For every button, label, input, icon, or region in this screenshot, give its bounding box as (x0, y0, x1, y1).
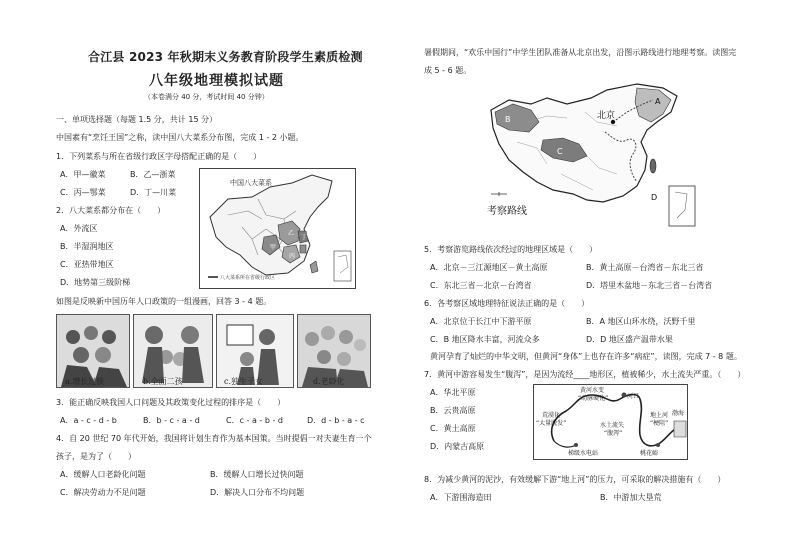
region-label-a: A (655, 97, 661, 106)
question-6-option-a[interactable]: A．北京位于长江中下游平原 (430, 317, 532, 326)
question-intro: 中国素有“烹饪王国”之称，读中国八大菜系分布图，完成 1 - 2 小题。 (56, 133, 304, 142)
cartoon-caption-d: d.老龄化 (313, 377, 345, 386)
diagram-label-cascade-dams: 梯级水电站 (568, 450, 599, 457)
question-1-option-b[interactable]: B．乙—浙菜 (130, 170, 176, 179)
region-label-d: D (651, 193, 658, 202)
exam-note: （本卷满分 40 分，考试时间 40 分钟） (144, 93, 269, 101)
cuisine-map (199, 168, 356, 289)
exam-title: 合江县 2023 年秋期末义务教育阶段学生素质检测 (88, 50, 363, 64)
question-3-stem: 3．能正确反映我国人口问题及其政策变化过程的排序是（ ） (56, 398, 286, 407)
question-intro-3-4: 如图是反映新中国历年人口政策的一组漫画，回答 3 - 4 题。 (56, 297, 272, 306)
question-8-option-a[interactable]: A．下游围海造田 (430, 493, 492, 502)
question-3-option-c[interactable]: C．c - a - b - d (226, 416, 283, 425)
question-6-option-b[interactable]: B．A 地区山环水绕，沃野千里 (586, 317, 696, 326)
question-1-option-d[interactable]: D．丁—川菜 (130, 188, 177, 197)
exam-subtitle: 八年级地理模拟试题 (149, 73, 284, 89)
question-6-option-c[interactable]: C．B 地区降水丰富，河流众多 (430, 335, 540, 344)
question-3-option-d[interactable]: D．d - b - a - c (307, 416, 365, 425)
question-4-stem-line1: 4．自 20 世纪 70 年代开始，我国将计划生育作为基本国策。当时提倡一对夫妻生育一个 (56, 434, 372, 443)
region-label-c: C (557, 147, 563, 156)
map-label-jia: 甲 (270, 244, 277, 251)
question-2-option-a[interactable]: A．外流区 (60, 224, 98, 233)
question-1-stem: 1．下列菜系与所在省级行政区字母搭配正确的是（ ） (56, 152, 262, 161)
question-1-option-a[interactable]: A．甲—徽菜 (60, 170, 106, 179)
question-2-option-c[interactable]: C．亚热带地区 (60, 260, 114, 269)
cartoon-caption-c: c.独生子女 (224, 377, 264, 386)
question-8-stem: 8．为减少黄河的泥沙，有效缓解下游“地上河”的压力，可采取的解决措施有（ ） (424, 475, 726, 484)
question-3-option-b[interactable]: B．b - c - a - d (143, 416, 200, 425)
diagram-label-diarrhea: “腹泻” (604, 430, 623, 437)
diagram-label-suspended-river: 地上河 (650, 412, 669, 419)
question-intro-7-8: 黄河孕育了灿烂的中华文明，但黄河“身体”上也存在许多“病症”，读图，完成 7 - 8 题。 (430, 352, 742, 361)
diagram-label-taohuayu: 桃花峪 (640, 450, 659, 457)
beijing-label: 北京 (597, 111, 616, 121)
diagram-label-obstruction: “梗阻” (650, 420, 669, 427)
question-4-option-b[interactable]: B．缓解人口增长过快问题 (210, 470, 304, 479)
question-7-option-b[interactable]: B．云贵高原 (430, 406, 476, 415)
question-7-stem: 7．黄河中游容易发生“腹泻”，是因为流经____地形区，植被稀少，水土流失严重。（ ） (424, 370, 746, 379)
diagram-label-hairloss: “大量脱发” (536, 420, 567, 427)
question-5-option-d[interactable]: D．塔里木盆地－东北三省－台湾省 (586, 281, 713, 290)
question-7-option-c[interactable]: C．黄土高原 (430, 424, 476, 433)
diagram-label-estuary: 河口 (627, 393, 640, 400)
map-label-yi: 乙 (288, 230, 295, 237)
section-heading: 一、单项选择题（每题 1.5 分，共计 15 分） (56, 115, 218, 124)
cartoon-caption-a: a.增长过快 (65, 377, 105, 386)
question-5-option-c[interactable]: C．东北三省－北京－台湾省 (430, 281, 532, 290)
yellow-river-diagram (533, 384, 688, 460)
question-5-option-a[interactable]: A．北京－三江源地区－黄土高原 (430, 263, 548, 272)
cartoon-caption-b: b.全面二孩 (143, 377, 183, 386)
question-1-option-c[interactable]: C．丙—鄂菜 (60, 188, 106, 197)
question-4-option-a[interactable]: A．缓解人口老龄化问题 (60, 470, 146, 479)
diagram-label-soil-erosion: 水土流失 (600, 422, 625, 429)
cuisine-map-legend: 八大菜系所在省级行政区 (220, 275, 276, 281)
question-4-option-c[interactable]: C．解决劳动力不足问题 (60, 488, 146, 497)
question-7-option-d[interactable]: D．内蒙古高原 (430, 442, 485, 451)
question-5-option-b[interactable]: B．黄土高原－台湾省－东北三省 (586, 263, 704, 272)
question-3-option-a[interactable]: A．a - c - d - b (60, 416, 117, 425)
question-5-stem: 5．考察游览路线依次经过的地理区域是（ ） (424, 245, 598, 254)
question-4-stem-line2: 孩子，是为了（ ） (56, 452, 136, 461)
question-7-option-a[interactable]: A．华北平原 (430, 388, 476, 397)
question-4-option-d[interactable]: D．解决人口分布不均问题 (210, 488, 305, 497)
question-2-option-d[interactable]: D．地势第三级阶梯 (60, 278, 131, 287)
cuisine-map-title: 中国八大菜系 (230, 179, 272, 187)
region-label-b: B (505, 115, 511, 124)
question-intro-5-6-line2: 成 5 - 6 题。 (424, 66, 472, 75)
diagram-label-bohai: 渤海 (672, 410, 685, 417)
diagram-label-artery: “动脉硬化” (578, 395, 609, 402)
question-intro-5-6-line1: 暑假期间，“欢乐中国行”中学生团队准备从北京出发，沿图示路线进行地理考察。读图完 (424, 48, 737, 57)
diagram-label-desertification: 荒漠化 (542, 412, 561, 419)
map-label-ding: 丁 (301, 234, 308, 241)
question-6-stem: 6．各考察区域地理特征说法正确的是（ ） (424, 299, 590, 308)
route-map (487, 82, 697, 232)
question-6-option-d[interactable]: D．D 地区盛产温带水果 (586, 335, 673, 344)
question-8-option-b[interactable]: B．中游加大垦荒 (600, 493, 662, 502)
question-2-stem: 2．八大菜系都分布在（ ） (56, 206, 166, 215)
map-label-bing: 丙 (289, 253, 296, 260)
diagram-label-silt: 黄河水变 (580, 387, 605, 394)
question-2-option-b[interactable]: B．半湿润地区 (60, 242, 114, 251)
route-legend-label: 考察路线 (487, 206, 527, 217)
